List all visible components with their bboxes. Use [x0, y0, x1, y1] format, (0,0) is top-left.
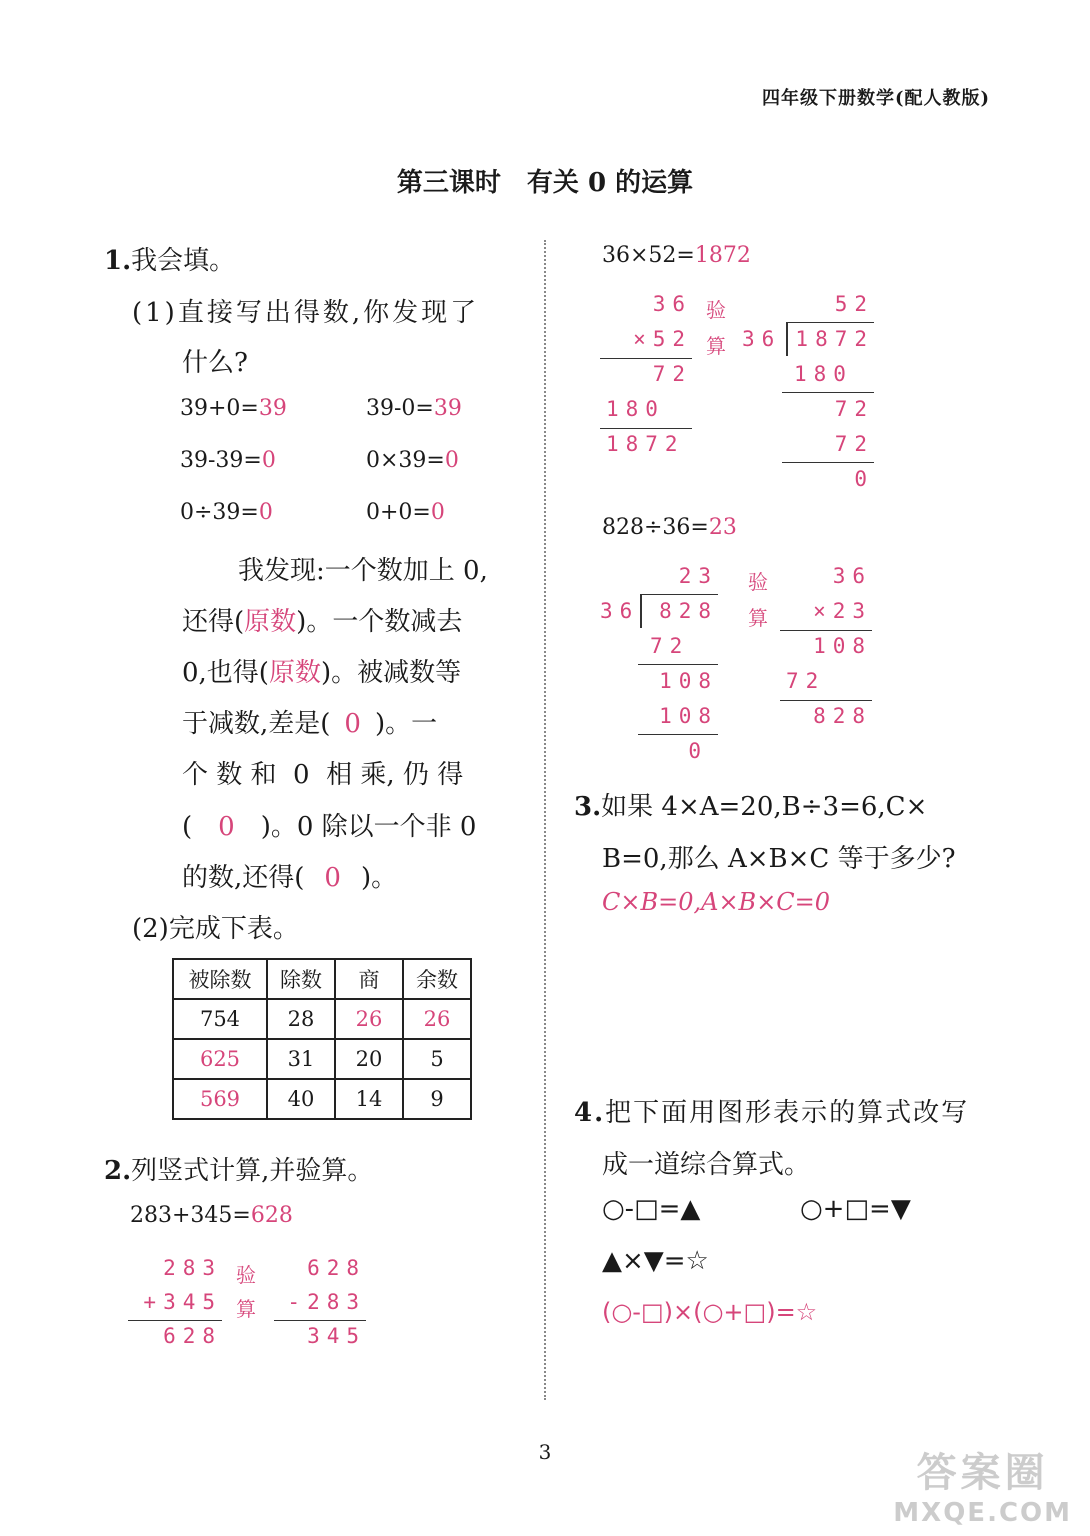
table-cell: 754 — [173, 999, 267, 1039]
calc-line: 628 — [307, 1256, 366, 1280]
division-bar — [786, 322, 874, 323]
calc-line: 108 — [659, 704, 718, 728]
table-cell: 31 — [267, 1039, 335, 1079]
equation: 0×39=0 — [366, 448, 459, 473]
calc-line: 72 — [652, 362, 692, 386]
page-number: 3 — [538, 1440, 552, 1464]
q2-equation-3: 828÷36=23 — [602, 515, 737, 540]
table-row — [173, 1079, 471, 1119]
table-header: 余数 — [403, 959, 471, 999]
answer-blank: 0 — [344, 709, 361, 739]
calc-line: 628 — [163, 1324, 222, 1348]
equation: 0÷39=0 — [180, 500, 273, 525]
q1-part2-prompt: (2)完成下表。 — [132, 914, 299, 944]
shape-equation: ○-□=▲ — [602, 1194, 701, 1224]
finding-line: 于减数,差是( 0 )。一 — [182, 709, 438, 739]
answer-blank: 原数 — [244, 607, 297, 637]
q2-heading — [104, 1150, 373, 1187]
q4-line-1: 4.把下面用图形表示的算式改写 — [574, 1098, 970, 1128]
division-table — [172, 958, 472, 1120]
answer-blank: 0 — [324, 863, 341, 893]
calc-line: 72 — [834, 397, 874, 421]
calc-line: 72 — [650, 634, 690, 658]
table-cell-answer: 625 — [173, 1039, 267, 1079]
calc-line: ×52 — [633, 327, 692, 351]
q4-number: 4. — [574, 1098, 606, 1128]
vertical-addition — [128, 1256, 222, 1356]
check-label: 验 算 — [706, 298, 726, 358]
shape-equation: ▲×▼=☆ — [602, 1246, 709, 1276]
calc-line: 0 — [688, 739, 708, 763]
divisor: 36 — [742, 327, 782, 351]
answer-blank: 原数 — [268, 658, 321, 688]
calc-rule — [600, 428, 692, 429]
table-cell: 20 — [335, 1039, 403, 1079]
calc-line: ×23 — [813, 599, 872, 623]
table-cell: 14 — [335, 1079, 403, 1119]
calc-rule — [638, 734, 718, 735]
q1-part1-prompt-cont: 什么? — [182, 348, 248, 378]
finding-line: 还得(原数)。一个数减去 — [182, 607, 463, 637]
calc-rule — [638, 664, 718, 665]
calc-line: 36 — [652, 292, 692, 316]
calc-line: 180 — [606, 397, 665, 421]
table-row — [173, 1039, 471, 1079]
finding-line: 的数,还得( 0 )。 — [182, 863, 398, 893]
divisor: 36 — [600, 599, 640, 623]
table-header: 除数 — [267, 959, 335, 999]
table-header-row — [173, 959, 471, 999]
q3-answer: C×B=0,A×B×C=0 — [602, 888, 831, 916]
watermark-text: 答案圈 — [916, 1450, 1049, 1496]
q3-line-1: 3.如果 4×A=20,B÷3=6,C× — [574, 792, 928, 822]
shape-equation: ○+□=▼ — [800, 1194, 911, 1224]
q3-number: 3. — [574, 792, 602, 822]
calc-rule — [128, 1320, 222, 1321]
finding-line: ( 0 )。0 除以一个非 0 — [182, 812, 477, 842]
calc-rule — [782, 392, 874, 393]
finding-line: 我发现:一个数加上 0, — [238, 556, 488, 586]
watermark-logo — [893, 1441, 1072, 1528]
watermark-url: MXQE.COM — [893, 1498, 1072, 1528]
quotient: 52 — [834, 292, 874, 316]
calc-rule — [600, 358, 692, 359]
column-divider — [544, 240, 546, 1400]
vertical-multiplication — [600, 292, 692, 462]
vertical-subtraction-check — [274, 1256, 366, 1356]
vertical-multiplication-check — [780, 564, 872, 734]
table-header: 商 — [335, 959, 403, 999]
q1-number: 1. — [104, 246, 132, 276]
equation: 39-0=39 — [366, 396, 462, 421]
q1-text: 我会填。 — [131, 246, 236, 276]
equation: 0+0=0 — [366, 500, 445, 525]
q1-heading — [104, 240, 235, 277]
equation: 39-39=0 — [180, 448, 276, 473]
calc-line: 345 — [307, 1324, 366, 1348]
calc-rule — [782, 462, 874, 463]
q3-line-2: B=0,那么 A×B×C 等于多少? — [602, 844, 956, 874]
q2-number: 2. — [104, 1156, 132, 1186]
calc-rule — [780, 700, 872, 701]
dividend: 1872 — [795, 327, 874, 351]
table-cell-answer: 569 — [173, 1079, 267, 1119]
table-cell-answer: 26 — [403, 999, 471, 1039]
calc-line: 1872 — [606, 432, 685, 456]
table-cell: 5 — [403, 1039, 471, 1079]
calc-rule — [274, 1320, 366, 1321]
calc-line: 72 — [786, 669, 826, 693]
finding-line: 0,也得(原数)。被减数等 — [182, 658, 462, 688]
table-row — [173, 999, 471, 1039]
header-series: 四年级下册数学(配人教版) — [761, 88, 990, 109]
calc-line: 283 — [163, 1256, 222, 1280]
q2-equation-2: 36×52=1872 — [602, 243, 751, 268]
calc-line: 180 — [794, 362, 853, 386]
table-header: 被除数 — [173, 959, 267, 999]
calc-line: 0 — [854, 467, 874, 491]
long-division — [600, 564, 718, 774]
q4-answer: (○-□)×(○+□)=☆ — [602, 1298, 818, 1326]
table-cell: 28 — [267, 999, 335, 1039]
quotient: 23 — [678, 564, 718, 588]
calc-line: 36 — [832, 564, 872, 588]
calc-line: -283 — [287, 1290, 366, 1314]
calc-line: 108 — [813, 634, 872, 658]
table-cell: 9 — [403, 1079, 471, 1119]
q1-part1-prompt: (1)直接写出得数,你发现了 — [132, 298, 480, 328]
q2-text: 列竖式计算,并验算。 — [131, 1156, 374, 1186]
finding-line: 个 数 和 0 相 乘, 仍 得 — [182, 760, 464, 790]
calc-rule — [780, 630, 872, 631]
check-label: 验 算 — [236, 1263, 256, 1321]
check-label: 验 算 — [748, 570, 768, 630]
table-cell: 40 — [267, 1079, 335, 1119]
calc-line: 72 — [834, 432, 874, 456]
division-bracket — [786, 322, 788, 356]
table-cell-answer: 26 — [335, 999, 403, 1039]
page-title: 第三课时 有关 0 的运算 — [396, 168, 694, 198]
dividend: 828 — [659, 599, 718, 623]
q4-line-2: 成一道综合算式。 — [602, 1150, 811, 1180]
calc-line: 828 — [813, 704, 872, 728]
calc-line: 108 — [659, 669, 718, 693]
calc-line: +345 — [143, 1290, 222, 1314]
answer-blank: 0 — [218, 812, 235, 842]
equation: 39+0=39 — [180, 396, 287, 421]
long-division-check — [742, 292, 874, 502]
division-bracket — [640, 594, 642, 628]
q2-equation-1: 283+345=628 — [130, 1203, 293, 1228]
division-bar — [640, 594, 718, 595]
